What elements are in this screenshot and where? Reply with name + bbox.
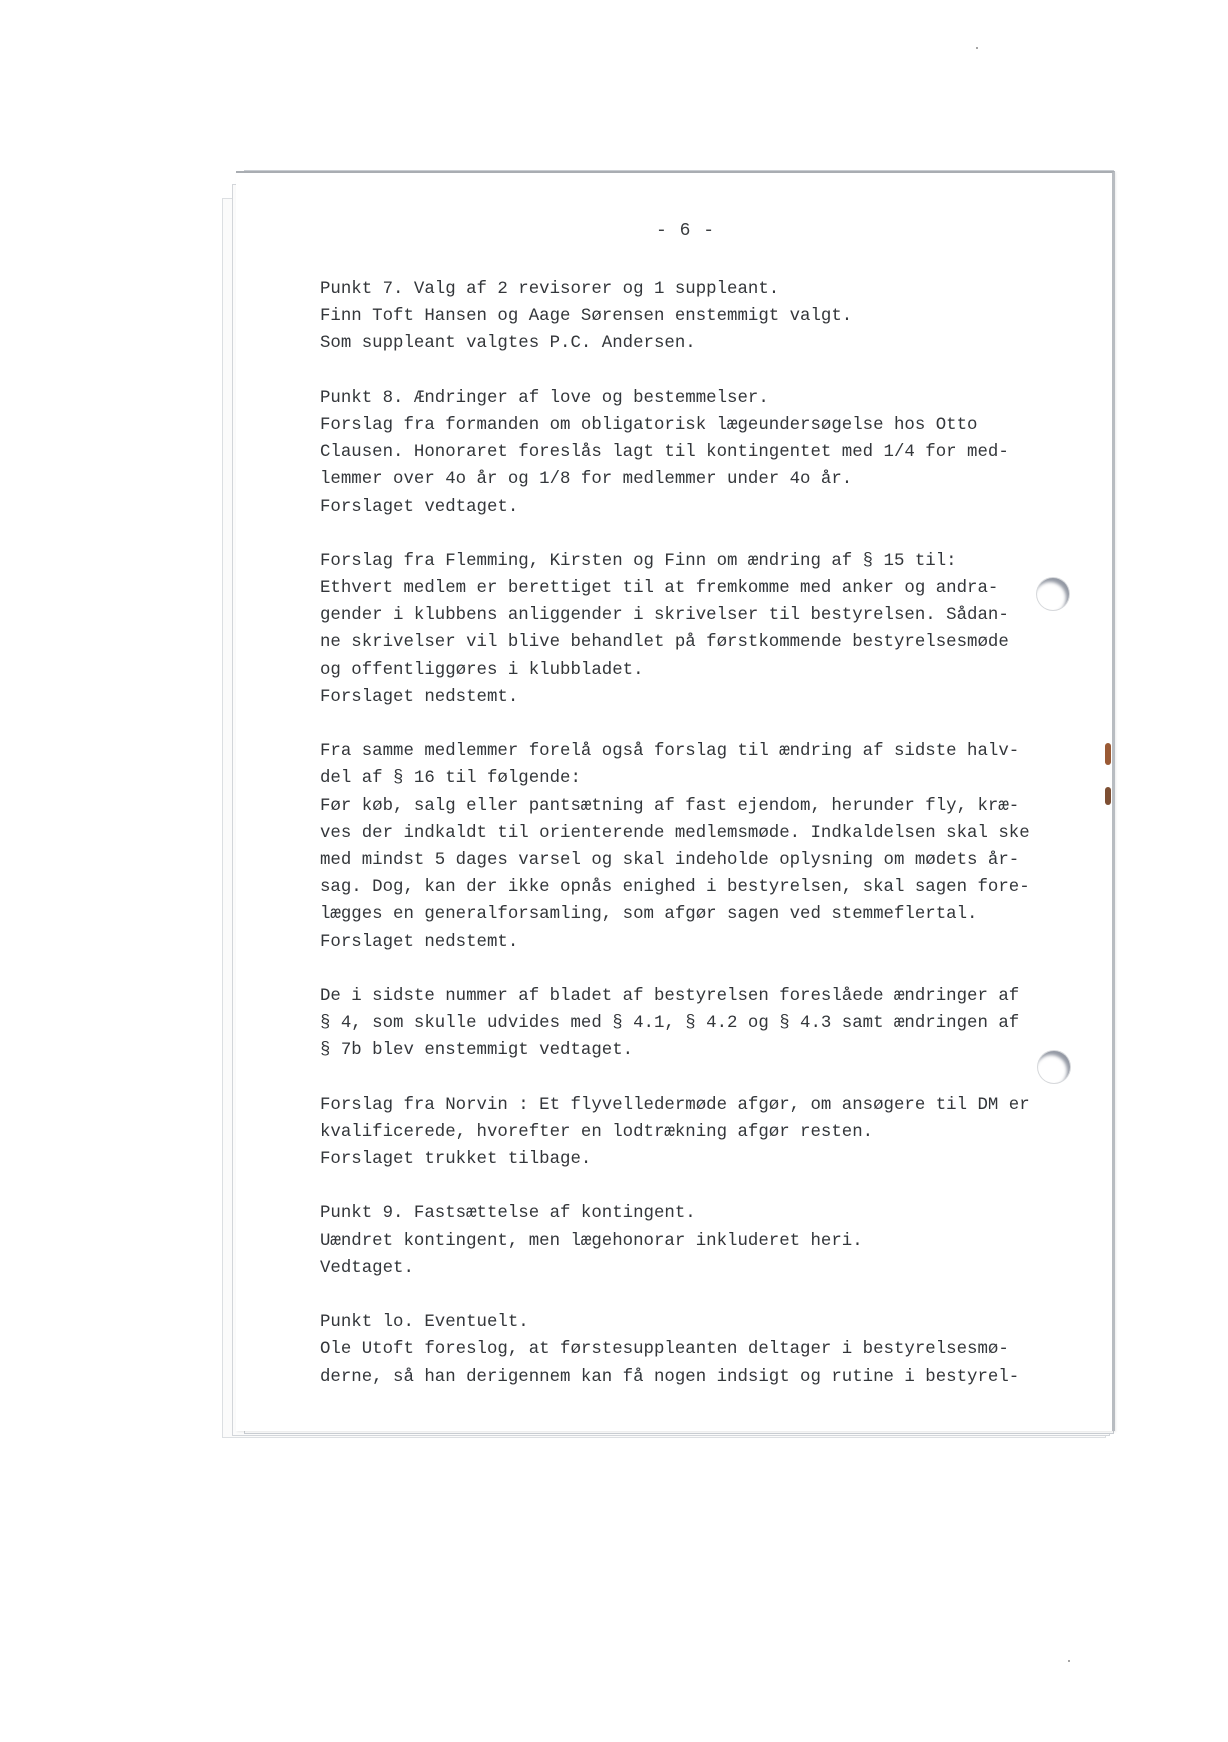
text-line: Før køb, salg eller pantsætning af fast ejendom, herunder fly, kræ- [320, 796, 1020, 816]
text-line: Forslaget trukket tilbage. [320, 1150, 592, 1169]
document-page [236, 171, 1115, 1431]
text-line: Forslag fra formanden om obligatorisk lægeundersøgelse hos Otto [320, 415, 978, 435]
text-line: Vedtaget. [320, 1258, 414, 1278]
paragraph-forslag-16 [320, 738, 1100, 956]
text-line: Punkt 7. Valg af 2 revisorer og 1 suppleant. [320, 280, 780, 299]
text-line: lemmer over 4o år og 1/8 for medlemmer under 4o år. [320, 470, 853, 490]
paragraph-punkt-8 [320, 385, 1100, 521]
speck [976, 47, 978, 49]
paragraph-punkt-10 [320, 1309, 1100, 1391]
text-line: Forslag fra Norvin : Et flyvelledermøde afgør, om ansøgere til DM er [320, 1095, 1030, 1115]
paragraph-punkt-7 [320, 276, 1100, 358]
text-line: derne, så han derigennem kan få nogen indsigt og rutine i bestyrel- [320, 1367, 1020, 1387]
text-line: Finn Toft Hansen og Aage Sørensen enstemmigt valgt. [320, 307, 853, 327]
rust-stain [1105, 743, 1111, 765]
paragraph-forslag-15 [320, 548, 1100, 711]
text-line: ves der indkaldt til orienterende medlemsmøde. Indkaldelsen skal ske [320, 823, 1030, 843]
text-line: kvalificerede, hvorefter en lodtrækning afgør resten. [320, 1122, 874, 1142]
text-line: Som suppleant valgtes P.C. Andersen. [320, 334, 696, 354]
text-line: Ole Utoft foreslog, at førstesuppleanten deltager i bestyrelsesmø- [320, 1340, 1009, 1360]
paragraph-paragraf-4 [320, 983, 1100, 1065]
text-line: Forslaget nedstemt. [320, 687, 519, 707]
text-line: med mindst 5 dages varsel og skal indeholde oplysning om mødets år- [320, 850, 1020, 870]
text-line: del af § 16 til følgende: [320, 769, 581, 789]
text-line: Punkt lo. Eventuelt. [320, 1313, 529, 1333]
page-number: - 6 - [656, 221, 716, 241]
document-body [320, 276, 1100, 1391]
text-line: Forslaget nedstemt. [320, 932, 519, 952]
punch-hole [1038, 1051, 1070, 1083]
rust-stain [1105, 787, 1111, 805]
text-line: ne skrivelser vil blive behandlet på førstkommende bestyrelsesmøde [320, 633, 1009, 653]
text-line: Punkt 9. Fastsættelse af kontingent. [320, 1204, 696, 1224]
text-line: § 4, som skulle udvides med § 4.1, § 4.2 og § 4.3 samt ændringen af [320, 1014, 1020, 1034]
paragraph-punkt-9 [320, 1200, 1100, 1282]
speck [1068, 1660, 1070, 1662]
text-line: gender i klubbens anliggender i skrivelser til bestyrelsen. Sådan- [320, 606, 1009, 626]
text-line: og offentliggøres i klubbladet. [320, 660, 644, 680]
paragraph-forslag-norvin [320, 1092, 1100, 1174]
text-line: Fra samme medlemmer forelå også forslag til ændring af sidste halv- [320, 742, 1020, 762]
text-line: lægges en generalforsamling, som afgør sagen ved stemmeflertal. [320, 905, 978, 925]
text-line: Forslaget vedtaget. [320, 497, 519, 517]
text-line: Forslag fra Flemming, Kirsten og Finn om ændring af § 15 til: [320, 551, 957, 571]
text-line: sag. Dog, kan der ikke opnås enighed i bestyrelsen, skal sagen fore- [320, 878, 1030, 898]
text-line: Uændret kontingent, men lægehonorar inkluderet heri. [320, 1231, 863, 1251]
text-line: § 7b blev enstemmigt vedtaget. [320, 1041, 634, 1061]
text-line: Ethvert medlem er berettiget til at fremkomme med anker og andra- [320, 579, 999, 599]
text-line: Clausen. Honoraret foreslås lagt til kontingentet med 1/4 for med- [320, 443, 1009, 463]
punch-hole [1037, 578, 1069, 610]
text-line: De i sidste nummer af bladet af bestyrelsen foreslåede ændringer af [320, 986, 1020, 1006]
text-line: Punkt 8. Ændringer af love og bestemmelser. [320, 388, 769, 408]
